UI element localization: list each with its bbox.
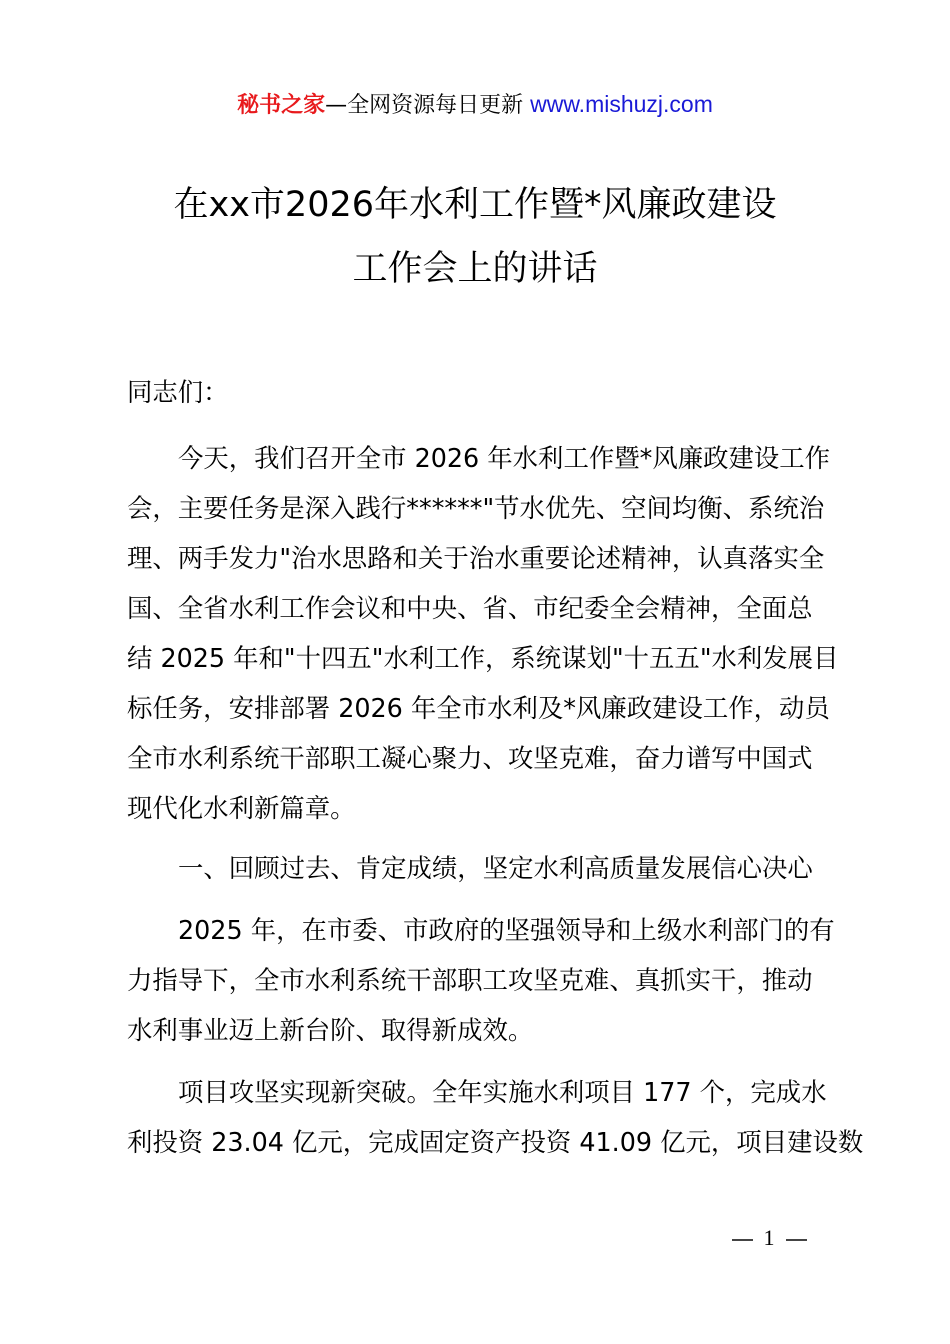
brand-name: 秘书之家 <box>237 93 326 118</box>
paragraph-3-line: 利投资 23.04 亿元，完成固定资产投资 41.09 亿元，项目建设数 <box>127 1127 864 1157</box>
paragraph-1-line: 结 2025 年和"十四五"水利工作，系统谋划"十五五"水利发展目 <box>127 643 839 673</box>
banner-slogan: —全网资源每日更新 <box>325 93 531 118</box>
document-body <box>127 367 864 1187</box>
paragraph-3-line: 项目攻坚实现新突破。全年实施水利项目 177 个，完成水 <box>178 1077 827 1107</box>
paragraph-1-line: 今天，我们召开全市 2026 年水利工作暨*风廉政建设工作 <box>178 443 831 473</box>
page-number <box>714 1224 824 1252</box>
section-heading: 一、回顾过去、肯定成绩，坚定水利高质量发展信心决心 <box>178 853 813 883</box>
paragraph-1-line: 现代化水利新篇章。 <box>127 793 356 823</box>
paragraph-2-line: 2025 年，在市委、市政府的坚强领导和上级水利部门的有 <box>178 915 835 945</box>
document-title-line-2: 工作会上的讲话 <box>352 249 598 289</box>
site-url-link[interactable]: www.mishuzj.com <box>530 91 713 117</box>
salutation: 同志们： <box>127 377 229 407</box>
paragraph-2-line: 水利事业迈上新台阶、取得新成效。 <box>127 1015 534 1045</box>
page-number-value: 1 <box>763 1225 775 1250</box>
paragraph-1-line: 国、全省水利工作会议和中央、省、市纪委全会精神，全面总 <box>127 593 813 623</box>
paragraph-1-line: 会，主要任务是深入践行******"节水优先、空间均衡、系统治 <box>127 493 825 523</box>
paragraph-1-line: 标任务，安排部署 2026 年全市水利及*风廉政建设工作，动员 <box>127 693 830 723</box>
paragraph-1-line: 全市水利系统干部职工凝心聚力、攻坚克难，奋力谱写中国式 <box>127 743 813 773</box>
paragraph-1-line: 理、两手发力"治水思路和关于治水重要论述精神，认真落实全 <box>127 543 825 573</box>
dash-right <box>786 1239 807 1241</box>
paragraph-2-line: 力指导下，全市水利系统干部职工攻坚克难、真抓实干，推动 <box>127 965 813 995</box>
dash-left <box>732 1239 753 1241</box>
document-title-line-1: 在xx市2026年水利工作暨*风廉政建设 <box>173 185 777 225</box>
site-banner <box>0 88 950 122</box>
